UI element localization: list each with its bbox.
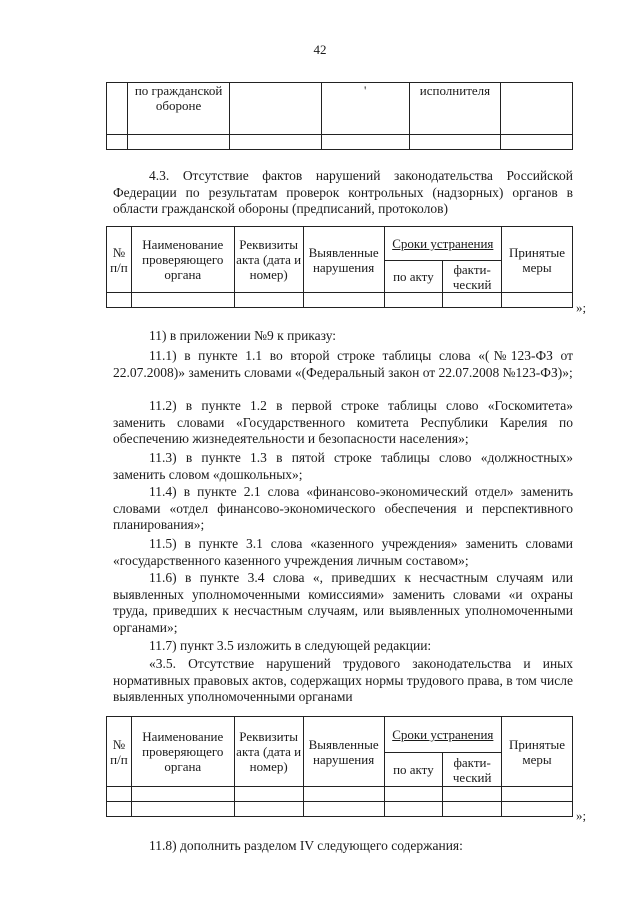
header-measures: Принятые меры (502, 227, 573, 293)
item-11-1: 11.1) в пункте 1.1 во второй строке таблицы слова «(№123-ФЗ от 22.07.2008)» заменить словами «(Федеральный закон от 22.07.2008 №123-ФЗ)»; (113, 348, 573, 380)
continuation-table (106, 82, 573, 150)
inspection-table (106, 226, 573, 308)
item-11-4: 11.4) в пункте 2.1 слова «финансово-экономический отдел» заменить словами «отдел финансово-экономического обеспечения и перспективного планирования»; (113, 484, 573, 533)
labor-violations-table (106, 716, 573, 817)
header-num: № п/п (107, 717, 132, 787)
item-11-3: 11.3) в пункте 1.3 в пятой строке таблицы слово «должностных» заменить словом «дошкольных»; (113, 450, 573, 482)
header-terms: Сроки устранения (384, 227, 502, 261)
item-11-8: 11.8) дополнить разделом IV следующего содержания: (149, 838, 463, 853)
page-number: 42 (313, 42, 327, 57)
header-by-act: по акту (384, 261, 443, 293)
section-4-3: 4.3. Отсутствие фактов нарушений законодательства Российской Федерации по результатам проверок контрольных (надзорных) органов в области гражданской обороны (предписаний, протоколов) (113, 168, 573, 217)
table-cell: исполнителя (409, 83, 501, 135)
header-measures: Принятые меры (502, 717, 573, 787)
header-requisites: Реквизиты акта (дата и номер) (234, 227, 303, 293)
item-11-2: 11.2) в пункте 1.2 в первой строке таблицы слово «Госкомитета» заменить словами «Государственного комитета Республики Карелия по обеспечению жизнедеятельности и безопасности населения»; (113, 398, 573, 447)
header-by-act: по акту (384, 753, 443, 787)
header-actual: факти-ческий (443, 261, 502, 293)
table-cell: ' (321, 83, 409, 135)
header-name: Наименование проверяющего органа (131, 717, 234, 787)
item-11: 11) в приложении №9 к приказу: (149, 328, 337, 343)
header-num: № п/п (107, 227, 132, 293)
closing-quote: »; (576, 300, 587, 315)
header-violations: Выявленные нарушения (303, 227, 384, 293)
header-requisites: Реквизиты акта (дата и номер) (234, 717, 303, 787)
header-actual: факти-ческий (443, 753, 502, 787)
item-11-6: 11.6) в пункте 3.4 слова «, приведших к несчастным случаям или выявленных уполномоченными комиссиями» заменить словами «и охраны труда, приведших к несчастным случаям, или выявленных уполномоченными органами»; (113, 570, 573, 635)
item-3-5: «3.5. Отсутствие нарушений трудового законодательства и иных нормативных правовых актов, содержащих нормы трудового права, в том числе выявленных уполномоченными органами (113, 656, 573, 705)
header-violations: Выявленные нарушения (303, 717, 384, 787)
item-11-5: 11.5) в пункте 3.1 слова «казенного учреждения» заменить словами «государственного казенного учреждения личным составом»; (113, 536, 573, 568)
header-name: Наименование проверяющего органа (131, 227, 234, 293)
table-cell: по гражданской обороне (128, 83, 230, 135)
closing-quote: »; (576, 808, 587, 823)
header-terms: Сроки устранения (384, 717, 502, 753)
item-11-7: 11.7) пункт 3.5 изложить в следующей редакции: (149, 638, 432, 653)
